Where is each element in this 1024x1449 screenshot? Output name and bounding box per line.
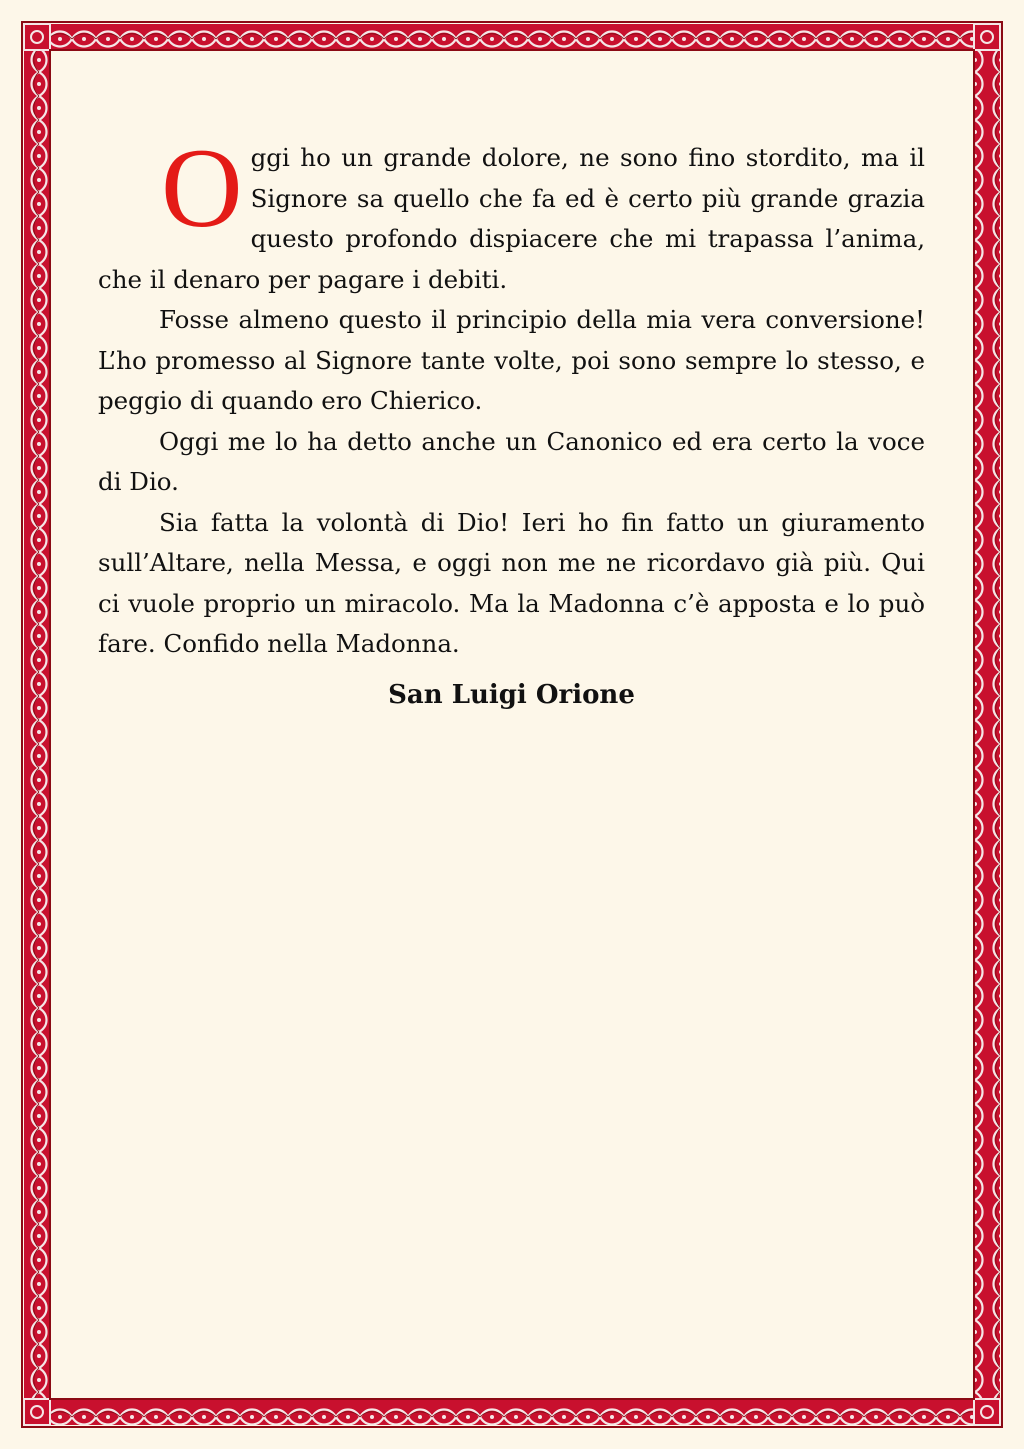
paragraph-2: Fosse almeno questo il principio della mia vera conversione! L’ho promesso al Signore tante volte, poi sono sempre lo stesso, e peggio di quando ero Chierico. [98, 305, 925, 415]
paragraph-1-text: ggi ho un grande dolore, ne sono fino stordito, ma il Signore sa quello che fa ed è certo più grande grazia questo profondo dispiacere che mi trapassa l’anima, che il denaro per pagare i debiti. [98, 143, 925, 294]
paragraph-1 [98, 126, 925, 300]
signature: San Luigi Orione [388, 680, 635, 710]
drop-cap: O [161, 126, 243, 251]
letter-body [98, 126, 925, 665]
paragraph-3: Oggi me lo ha detto anche un Canonico ed era certo la voce di Dio. [98, 426, 925, 496]
paragraph-4: Sia fatta la volontà di Dio! Ieri ho fin fatto un giuramento sull’Altare, nella Messa, e oggi non me ne ricordavo già più. Qui ci vuole proprio un miracolo. Ma la Madonna c’è apposta e lo può fare. Confido nella Madonna. [98, 507, 925, 658]
